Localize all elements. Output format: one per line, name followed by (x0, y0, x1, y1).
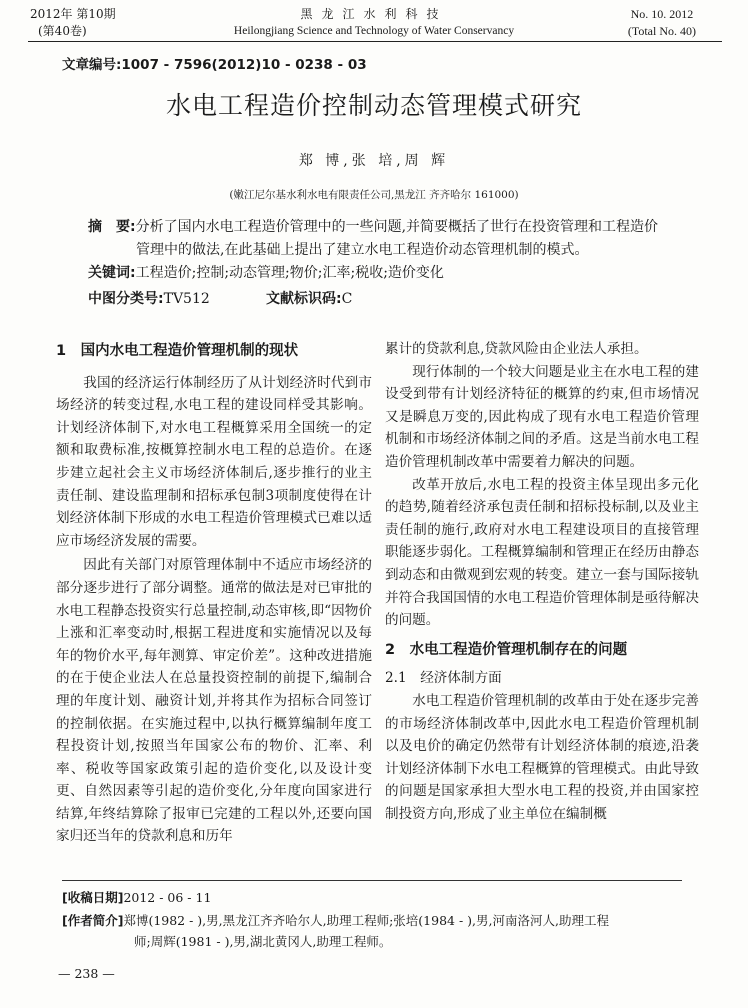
affiliation: (嫩江尼尔基水利水电有限责任公司,黑龙江 齐齐哈尔 161000) (229, 189, 519, 201)
abstract-line-1: 分析了国内水电工程造价管理中的一些问题,并简要概括了世行在投资管理和工程造价 (135, 219, 659, 235)
section-1-heading: 1 国内水电工程造价管理机制的现状 (56, 343, 299, 359)
document-code (266, 288, 352, 308)
author-bio (62, 910, 702, 952)
doc-code-label: 文献标识码: (266, 291, 342, 307)
section-2-heading: 2 水电工程造价管理机制存在的问题 (385, 641, 628, 658)
footnote-divider (62, 880, 682, 881)
received-label: [收稿日期] (62, 890, 124, 905)
paper-title: 水电工程造价控制动态管理模式研究 (165, 91, 582, 120)
issue-volume: (第40卷) (38, 24, 87, 38)
paragraph: 因此有关部门对原管理体制中不适应市场经济的部分逐步进行了部分调整。通常的做法是对已审批的水电工程静态投资实行总量控制,动态审核,即“因物价上涨和汇率变动时,根据工程进度和实施情况以及每年的物价水平,每年测算、审定价差”。这种改进措施的在于使企业法人在总量投资控制的前提下,编制合理的年度计划、融资计划,并将其作为招标合同签订的控制依据。在实施过程中,以执行概算编制年度工程投资计划,按照当年国家公布的物价、汇率、利率、税收等国家政策引起的造价变化,以及设计变更、自然因素等引起的造价变化,分年度向国家进行结算,年终结算除了报审已完建的工程以外,还要向国家归还当年的贷款利息和历年 (56, 557, 372, 845)
doc-code-value: C (341, 291, 353, 307)
total-no: (Total No. 40) (627, 24, 696, 38)
author-list: 郑 博,张 培,周 辉 (298, 153, 450, 169)
header-divider (28, 41, 722, 42)
author-bio-line-2: 师;周辉(1981 - ),男,湖北黄冈人,助理工程师。 (134, 934, 392, 949)
keywords-label: 关键词: (88, 265, 136, 281)
clc-label: 中图分类号: (88, 291, 164, 307)
author-bio-line-1: 郑博(1982 - ),男,黑龙江齐齐哈尔人,助理工程师;张培(1984 - ),男,河南洛河人,助理工程 (123, 913, 609, 928)
paragraph: 我国的经济运行体制经历了从计划经济时代到市场经济的转变过程,水电工程的建设同样受其影响。计划经济体制下,对水电工程概算采用全国统一的定额和取费标准,按概算控制水电工程的总造价。在逐步建立起社会主义市场经济体制后,逐步推行的业主责任制、建设监理制和招标承包制3项制度使得在计划经济体制下形成的水电工程造价管理模式已难以适应市场经济发展的需要。 (56, 374, 372, 549)
clc-number (88, 288, 210, 308)
received-date (62, 887, 702, 908)
issue-year: 2012年 第10期 (30, 7, 116, 21)
journal-name-cn: 黑龙江水利科技 (300, 7, 448, 21)
paragraph: 现行体制的一个较大问题是业主在水电工程的建设受到带有计划经济特征的概算的约束,但市场情况又是瞬息万变的,因此构成了现有水电工程造价管理机制和市场经济体制之间的矛盾。这是当前水电工程造价管理机制改革中需要着力解决的问题。 (385, 363, 699, 470)
paragraph: 水电工程造价管理机制的改革由于处在逐步完善的市场经济体制改革中,因此水电工程造价管理机制以及电价的确定仍然带有计划经济体制的痕迹,沿袭计划经济体制下水电工程概算的管理模式。由此导致的问题是国家承担大型水电工程的投资,并由国家控制投资方向,形成了业主单位在编制概 (385, 692, 699, 822)
article-number: 文章编号:1007 - 7596(2012)10 - 0238 - 03 (62, 57, 367, 73)
abstract-label: 摘 要: (88, 219, 136, 235)
keywords: 工程造价;控制;动态管理;物价;汇率;税收;造价变化 (135, 265, 444, 281)
page-number: — 238 — (58, 966, 115, 981)
subsection-2-1-heading: 2.1 经济体制方面 (385, 670, 502, 687)
abstract-line-2: 管理中的做法,在此基础上提出了建立水电工程造价动态管理机制的模式。 (136, 242, 589, 258)
author-bio-label: [作者简介] (62, 913, 124, 928)
abstract (88, 216, 688, 285)
journal-number (628, 6, 696, 40)
clc-value: TV512 (163, 291, 210, 307)
issue-no: No. 10. 2012 (630, 7, 694, 21)
paragraph: 改革开放后,水电工程的投资主体呈现出多元化的趋势,随着经济承包责任制和招标投标制,以及业主责任制的施行,政府对水电工程建设项目的直接管理职能逐步弱化。工程概算编制和管理正在经历由静态到动态和由微观到宏观的转变。建立一套与国际接轨并符合我国国情的水电工程造价管理体制是亟待解决的问题。 (385, 476, 699, 629)
left-column (56, 340, 372, 848)
journal-name-en: Heilongjiang Science and Technology of Water Conservancy (233, 25, 515, 37)
received-value: 2012 - 06 - 11 (123, 890, 212, 905)
right-column (385, 338, 699, 825)
paragraph-continued: 累计的贷款利息,贷款风险由企业法人承担。 (385, 341, 648, 357)
